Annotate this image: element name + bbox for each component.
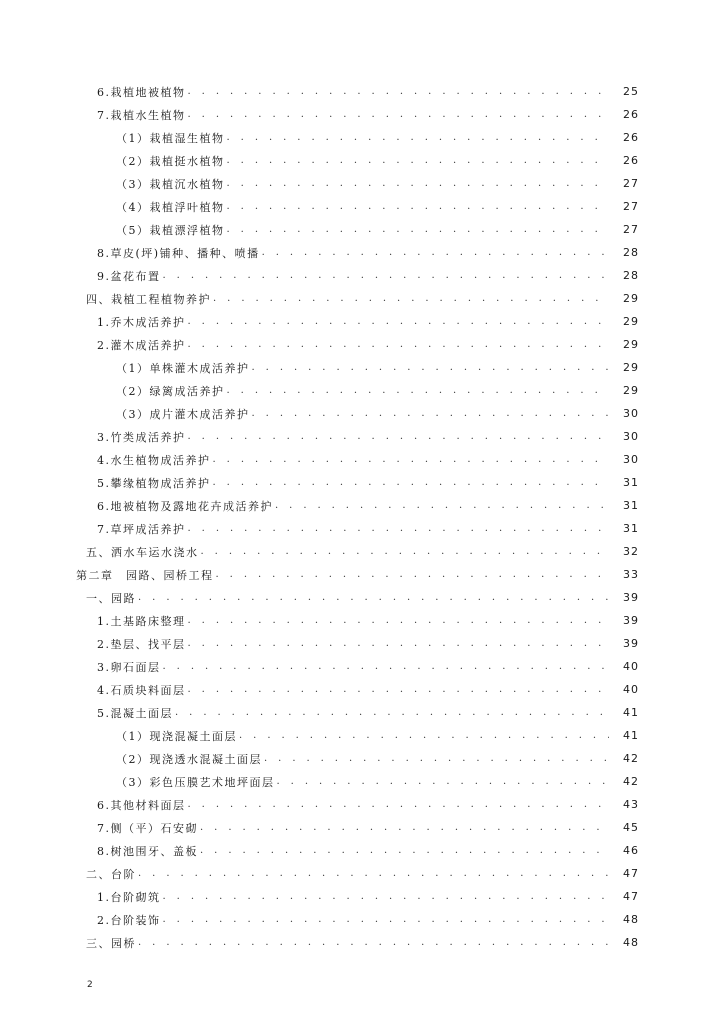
toc-entry-page: 26 xyxy=(623,154,639,167)
toc-entry[interactable] xyxy=(0,586,725,609)
dot-leader xyxy=(227,155,610,166)
toc-entry-title: 一、园路 xyxy=(86,591,136,605)
toc-entry[interactable] xyxy=(0,287,725,310)
toc-entry-page: 29 xyxy=(623,292,639,305)
toc-entry-title: 2.垫层、找平层 xyxy=(97,637,186,651)
toc-entry-title: （2）栽植挺水植物 xyxy=(116,154,225,168)
dot-leader xyxy=(188,615,610,626)
toc-entry-title: （1）栽植湿生植物 xyxy=(116,131,225,145)
dot-leader xyxy=(188,684,610,695)
toc-entry-title: 6.栽植地被植物 xyxy=(97,85,186,99)
toc-entry-page: 30 xyxy=(623,407,639,420)
dot-leader xyxy=(188,86,610,97)
dot-leader xyxy=(200,845,609,856)
dot-leader xyxy=(239,730,609,741)
dot-leader xyxy=(213,477,610,488)
toc-entry[interactable] xyxy=(0,448,725,471)
toc-entry[interactable] xyxy=(0,494,725,517)
toc-entry[interactable] xyxy=(0,103,725,126)
toc-entry-page: 27 xyxy=(623,200,639,213)
toc-entry-title: （2）绿篱成活养护 xyxy=(116,384,225,398)
toc-entry-page: 41 xyxy=(623,729,639,742)
toc-entry-title: 7.侧（平）石安砌 xyxy=(97,821,198,835)
dot-leader xyxy=(213,293,609,304)
table-of-contents xyxy=(0,80,725,954)
toc-entry-page: 41 xyxy=(623,706,639,719)
toc-entry[interactable] xyxy=(0,609,725,632)
toc-entry-page: 48 xyxy=(623,913,639,926)
toc-entry-page: 28 xyxy=(623,269,639,282)
toc-entry-page: 27 xyxy=(623,223,639,236)
toc-entry[interactable] xyxy=(0,540,725,563)
dot-leader xyxy=(175,707,609,718)
toc-entry-page: 39 xyxy=(623,637,639,650)
page-number: 2 xyxy=(87,980,93,990)
toc-entry-page: 40 xyxy=(623,683,639,696)
dot-leader xyxy=(262,247,609,258)
dot-leader xyxy=(216,569,610,580)
toc-entry-title: 8.草皮(坪)铺种、播种、喷播 xyxy=(97,246,260,260)
toc-entry[interactable] xyxy=(0,264,725,287)
toc-entry-page: 43 xyxy=(623,798,639,811)
toc-entry-page: 26 xyxy=(623,108,639,121)
toc-entry[interactable] xyxy=(0,793,725,816)
dot-leader xyxy=(227,178,610,189)
toc-entry-title: 五、洒水车运水浇水 xyxy=(86,545,199,559)
toc-entry[interactable] xyxy=(0,816,725,839)
dot-leader xyxy=(227,385,610,396)
toc-entry-title: 9.盆花布置 xyxy=(97,269,161,283)
toc-entry-page: 32 xyxy=(623,545,639,558)
toc-entry[interactable] xyxy=(0,931,725,954)
toc-entry-title: 3.竹类成活养护 xyxy=(97,430,186,444)
toc-entry-title: 三、园桥 xyxy=(86,936,136,950)
toc-entry[interactable] xyxy=(0,425,725,448)
toc-entry[interactable] xyxy=(0,678,725,701)
toc-entry-title: 4.石质块料面层 xyxy=(97,683,186,697)
dot-leader xyxy=(163,270,610,281)
dot-leader xyxy=(227,132,610,143)
dot-leader xyxy=(188,316,610,327)
toc-entry-title: （3）彩色压膜艺术地坪面层 xyxy=(116,775,275,789)
dot-leader xyxy=(227,224,610,235)
dot-leader xyxy=(138,937,609,948)
toc-entry-page: 47 xyxy=(623,890,639,903)
toc-entry-title: 1.台阶砌筑 xyxy=(97,890,161,904)
toc-entry[interactable] xyxy=(0,839,725,862)
toc-entry[interactable] xyxy=(0,126,725,149)
toc-entry-title: （2）现浇透水混凝土面层 xyxy=(116,752,262,766)
toc-entry[interactable] xyxy=(0,862,725,885)
dot-leader xyxy=(188,799,610,810)
dot-leader xyxy=(188,523,610,534)
dot-leader xyxy=(201,546,610,557)
toc-entry-page: 42 xyxy=(623,775,639,788)
dot-leader xyxy=(275,500,609,511)
toc-entry-title: 5.攀缘植物成活养护 xyxy=(97,476,211,490)
toc-entry[interactable] xyxy=(0,218,725,241)
toc-entry-title: 1.乔木成活养护 xyxy=(97,315,186,329)
toc-entry-title: 3.卵石面层 xyxy=(97,660,161,674)
toc-entry-page: 46 xyxy=(623,844,639,857)
dot-leader xyxy=(188,109,610,120)
toc-entry-title: 4.水生植物成活养护 xyxy=(97,453,211,467)
toc-entry-title: （4）栽植浮叶植物 xyxy=(116,200,225,214)
toc-entry-title: （5）栽植漂浮植物 xyxy=(116,223,225,237)
dot-leader xyxy=(138,592,609,603)
toc-entry[interactable] xyxy=(0,379,725,402)
dot-leader xyxy=(138,868,609,879)
dot-leader xyxy=(163,914,610,925)
toc-entry-title: （1）现浇混凝土面层 xyxy=(116,729,237,743)
toc-entry[interactable] xyxy=(0,517,725,540)
toc-entry-title: 7.草坪成活养护 xyxy=(97,522,186,536)
toc-entry-page: 45 xyxy=(623,821,639,834)
toc-entry-page: 29 xyxy=(623,384,639,397)
toc-entry[interactable] xyxy=(0,80,725,103)
toc-entry-title: 第二章 园路、园桥工程 xyxy=(76,568,214,582)
toc-entry-title: 2.灌木成活养护 xyxy=(97,338,186,352)
toc-entry[interactable] xyxy=(0,310,725,333)
toc-entry[interactable] xyxy=(0,770,725,793)
toc-entry[interactable] xyxy=(0,885,725,908)
toc-entry[interactable] xyxy=(0,747,725,770)
toc-entry-title: 四、栽植工程植物养护 xyxy=(86,292,211,306)
toc-entry[interactable] xyxy=(0,195,725,218)
toc-entry-title: 7.栽植水生植物 xyxy=(97,108,186,122)
toc-entry[interactable] xyxy=(0,471,725,494)
toc-entry-title: 6.地被植物及露地花卉成活养护 xyxy=(97,499,273,513)
toc-entry[interactable] xyxy=(0,402,725,425)
toc-entry-page: 28 xyxy=(623,246,639,259)
toc-entry-page: 27 xyxy=(623,177,639,190)
dot-leader xyxy=(252,362,610,373)
toc-entry-page: 29 xyxy=(623,338,639,351)
dot-leader xyxy=(252,408,610,419)
toc-entry[interactable] xyxy=(0,563,725,586)
toc-entry[interactable] xyxy=(0,701,725,724)
toc-entry-title: （3）栽植沉水植物 xyxy=(116,177,225,191)
dot-leader xyxy=(163,661,610,672)
dot-leader xyxy=(200,822,609,833)
toc-entry-page: 40 xyxy=(623,660,639,673)
toc-entry-page: 48 xyxy=(623,936,639,949)
dot-leader xyxy=(277,776,610,787)
toc-entry-page: 26 xyxy=(623,131,639,144)
toc-entry-title: （1）单株灌木成活养护 xyxy=(116,361,250,375)
toc-entry-title: （3）成片灌木成活养护 xyxy=(116,407,250,421)
toc-entry-title: 1.土基路床整理 xyxy=(97,614,186,628)
toc-entry-page: 30 xyxy=(623,453,639,466)
toc-entry-page: 30 xyxy=(623,430,639,443)
toc-entry-page: 31 xyxy=(623,499,639,512)
dot-leader xyxy=(163,891,610,902)
toc-entry[interactable] xyxy=(0,632,725,655)
toc-entry-title: 2.台阶装饰 xyxy=(97,913,161,927)
dot-leader xyxy=(188,339,610,350)
dot-leader xyxy=(188,638,610,649)
toc-entry[interactable] xyxy=(0,333,725,356)
toc-entry-page: 29 xyxy=(623,361,639,374)
toc-entry-page: 42 xyxy=(623,752,639,765)
dot-leader xyxy=(264,753,609,764)
dot-leader xyxy=(188,431,610,442)
toc-entry-page: 39 xyxy=(623,614,639,627)
toc-entry[interactable] xyxy=(0,655,725,678)
toc-entry[interactable] xyxy=(0,356,725,379)
toc-entry[interactable] xyxy=(0,149,725,172)
toc-entry[interactable] xyxy=(0,724,725,747)
toc-entry-page: 31 xyxy=(623,476,639,489)
toc-entry[interactable] xyxy=(0,172,725,195)
toc-entry[interactable] xyxy=(0,241,725,264)
toc-entry-title: 5.混凝土面层 xyxy=(97,706,173,720)
toc-entry[interactable] xyxy=(0,908,725,931)
toc-entry-title: 8.树池围牙、盖板 xyxy=(97,844,198,858)
toc-entry-page: 33 xyxy=(623,568,639,581)
toc-entry-page: 29 xyxy=(623,315,639,328)
toc-entry-title: 二、台阶 xyxy=(86,867,136,881)
toc-entry-page: 47 xyxy=(623,867,639,880)
toc-entry-page: 25 xyxy=(623,85,639,98)
toc-entry-page: 39 xyxy=(623,591,639,604)
dot-leader xyxy=(227,201,610,212)
toc-entry-title: 6.其他材料面层 xyxy=(97,798,186,812)
toc-entry-page: 31 xyxy=(623,522,639,535)
dot-leader xyxy=(213,454,610,465)
